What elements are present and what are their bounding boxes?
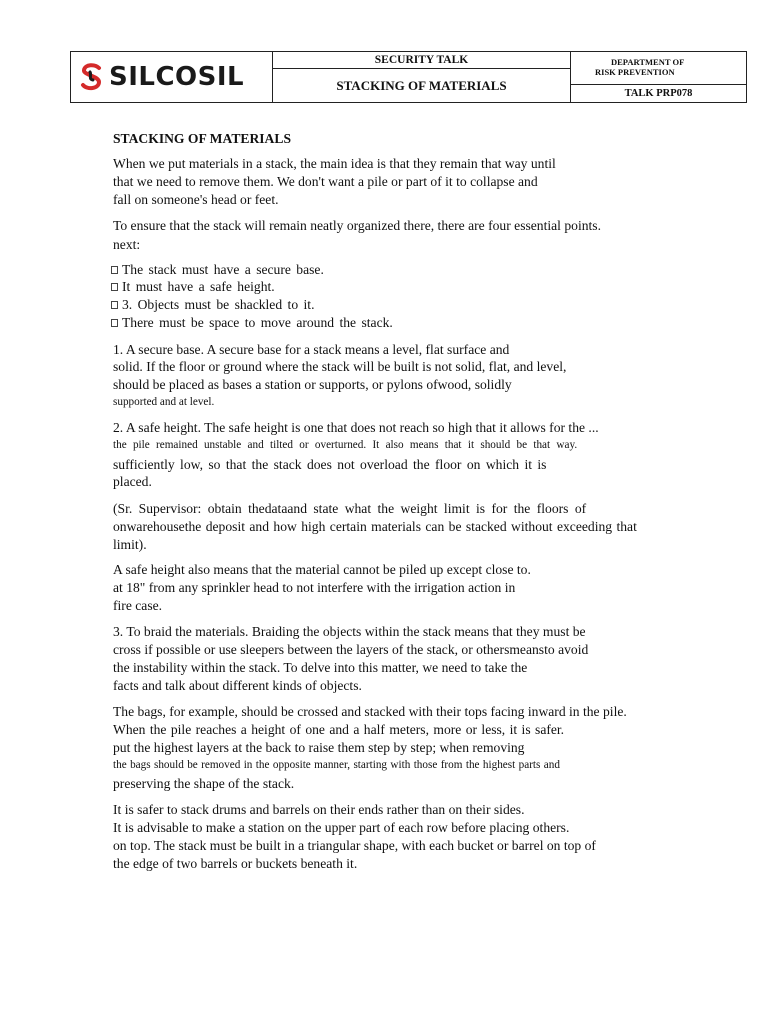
list-item-text: There must be space to move around the stack.: [122, 315, 393, 330]
paragraph-line: facts and talk about different kinds of objects.: [113, 678, 362, 693]
department-line-2: RISK PREVENTION: [595, 67, 675, 77]
paragraph-line: next:: [113, 237, 141, 252]
paragraph-line: at 18" from any sprinkler head to not interfere with the irrigation action in: [113, 580, 516, 595]
list-item: [111, 314, 393, 331]
document-header: [70, 51, 747, 103]
paragraph-line: fall on someone's head or feet.: [113, 192, 279, 207]
paragraph-line: preserving the shape of the stack.: [113, 776, 295, 791]
paragraph-line: solid. If the floor or ground where the stack will be built is not solid, flat, and level,: [113, 359, 567, 374]
bullet-box-icon: [111, 301, 118, 309]
paragraph-line: fire case.: [113, 598, 163, 613]
paragraph-line: The bags, for example, should be crossed and stacked with their tops facing inward in the pile.: [113, 704, 627, 719]
list-item: [111, 261, 324, 278]
header-subject: STACKING OF MATERIALS: [336, 78, 507, 93]
silcosil-s-logo-icon: [79, 62, 105, 92]
paragraph-line: It is advisable to make a station on the upper part of each row before placing others.: [113, 820, 570, 835]
paragraph-line: put the highest layers at the back to raise them step by step; when removing: [113, 740, 525, 755]
list-item: [111, 278, 275, 295]
paragraph-line: the bags should be removed in the opposite manner, starting with those from the highest parts and: [113, 759, 560, 771]
paragraph-line: the pile remained unstable and tilted or overturned. It also means that it should be that way.: [113, 439, 578, 451]
paragraph-line: cross if possible or use sleepers between the layers of the stack, or othersmeansto avoid: [113, 642, 589, 657]
list-item-text: It must have a safe height.: [122, 279, 275, 294]
department-label: [571, 52, 746, 85]
department-cell: [571, 52, 746, 102]
talk-code: TALK PRP078: [624, 88, 693, 99]
paragraph-line: To ensure that the stack will remain neatly organized there, there are four essential points.: [113, 218, 601, 233]
list-item-text: The stack must have a secure base.: [122, 262, 324, 277]
paragraph-line: onwarehousethe deposit and how high certain materials can be stacked without exceeding that: [113, 519, 637, 534]
security-talk-label: SECURITY TALK: [273, 52, 570, 69]
logo-cell: [71, 52, 273, 102]
paragraph-line: on top. The stack must be built in a triangular shape, with each bucket or barrel on top of: [113, 838, 596, 853]
paragraph-line: the instability within the stack. To delve into this matter, we need to take the: [113, 660, 528, 675]
paragraph-line: placed.: [113, 474, 152, 489]
list-item-text: 3. Objects must be shackled to it.: [122, 297, 315, 312]
title-cell: [273, 52, 571, 102]
paragraph-line: 3. To braid the materials. Braiding the objects within the stack means that they must be: [113, 624, 586, 639]
paragraph-line: When we put materials in a stack, the main idea is that they remain that way until: [113, 156, 556, 171]
logo-wordmark: SILCOSIL: [109, 62, 245, 92]
paragraph-line: 1. A secure base. A secure base for a stack means a level, flat surface and: [113, 342, 510, 357]
bullet-box-icon: [111, 266, 118, 274]
paragraph-line: should be placed as bases a station or supports, or pylons ofwood, solidly: [113, 377, 512, 392]
list-item: [111, 296, 314, 313]
company-logo: [79, 62, 244, 92]
paragraph-line: the edge of two barrels or buckets beneath it.: [113, 856, 358, 871]
paragraph-line: A safe height also means that the material cannot be piled up except close to.: [113, 562, 531, 577]
paragraph-line: It is safer to stack drums and barrels on their ends rather than on their sides.: [113, 802, 525, 817]
paragraph-line: (Sr. Supervisor: obtain thedataand state what the weight limit is for the floors of: [113, 501, 587, 516]
paragraph-line: When the pile reaches a height of one and a half meters, more or less, it is safer.: [113, 722, 565, 737]
paragraph-line: 2. A safe height. The safe height is one that does not reach so high that it allows for the ...: [113, 420, 599, 435]
department-line-1: DEPARTMENT OF: [611, 57, 685, 67]
document-title: STACKING OF MATERIALS: [113, 131, 291, 146]
paragraph-line: that we need to remove them. We don't want a pile or part of it to collapse and: [113, 174, 538, 189]
paragraph-line: sufficiently low, so that the stack does not overload the floor on which it is: [113, 457, 547, 472]
bullet-box-icon: [111, 319, 118, 327]
bullet-box-icon: [111, 283, 118, 291]
paragraph-line: supported and at level.: [113, 396, 215, 408]
paragraph-line: limit).: [113, 537, 147, 552]
